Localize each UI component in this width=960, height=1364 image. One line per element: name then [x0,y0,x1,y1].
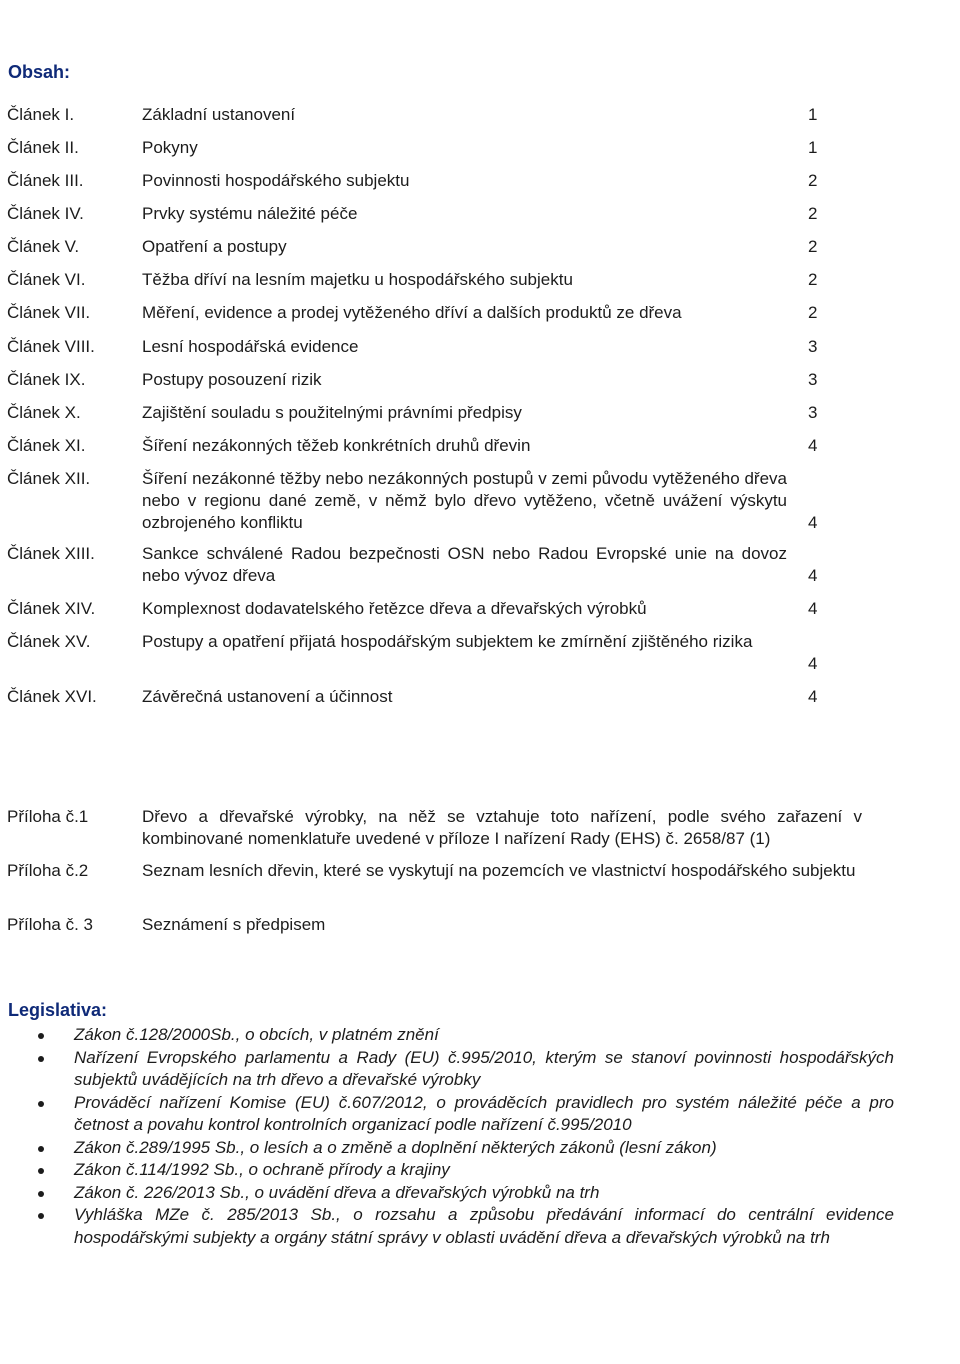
article-title: Pokyny [142,138,198,157]
legislation-heading: Legislativa: [8,1000,108,1020]
article-label: Článek XVI. [7,687,97,706]
article-label: Článek III. [7,171,84,190]
list-item [0,1204,894,1249]
article-title: Měření, evidence a prodej vytěženého dříví a dalších produktů ze dřeva [142,303,682,322]
article-label: Článek VIII. [7,337,95,356]
bullet-icon [38,1213,44,1219]
law-reference: Vyhláška MZe č. 285/2013 Sb. [74,1205,337,1224]
article-page-number: 2 [808,303,818,322]
law-description: , o obcích, v platném znění [235,1025,439,1044]
law-description: , o uvádění dřeva a dřevařských výrobků na trh [245,1182,600,1202]
article-label: Článek IV. [7,204,84,223]
article-title: Těžba dříví na lesním majetku u hospodářského subjektu [142,270,573,289]
law-description: , o rozsahu a způsobu předávání informací do centrální evidence hospodářskými subjekty a orgány státní správy v oblasti uvádění dřeva a dřevařských výrobků na trh [74,1205,894,1247]
article-title: Postupy posouzení rizik [142,370,322,389]
article-title: Základní ustanovení [142,105,296,124]
article-label: Článek XV. [7,632,91,651]
law-description: kterým se stanoví povinnosti hospodářských subjektů uvádějících na trh dřevo a dřevařské výrobky [74,1047,895,1089]
article-page-number: 2 [808,204,818,223]
article-page-number: 4 [808,654,818,673]
article-label: Článek V. [7,237,80,256]
article-page-number: 4 [808,436,818,455]
article-page-number: 3 [808,370,818,389]
list-item [0,1182,894,1205]
article-title: Sankce schválené Radou bezpečnosti OSN nebo Radou Evropské unie na dovoz nebo vývoz dřeva [142,544,787,585]
list-item [0,1159,894,1182]
article-label: Článek XIII. [7,544,95,563]
law-reference: Zákon č. 226/2013 Sb. [74,1182,246,1202]
article-title: Šíření nezákonné těžby nebo nezákonných postupů v zemi původu vytěženého dřeva nebo v regionu dané země, v němž bylo dřevo vytěženo, včetně uvážení výskytu ozbrojeného konfliktu [142,469,787,532]
law-description: , o ochraně přírody a krajiny [239,1160,450,1179]
article-page-number: 3 [808,403,818,422]
bullet-icon [38,1168,44,1174]
annex-title: Seznámení s předpisem [142,915,326,934]
article-page-number: 2 [808,270,818,289]
bullet-icon [38,1101,44,1107]
article-label: Článek XII. [7,469,91,488]
article-label: Článek X. [7,403,81,422]
article-label: Článek I. [7,105,75,124]
article-label: Článek II. [7,138,79,157]
article-page-number: 4 [808,687,818,706]
article-label: Článek VII. [7,303,91,322]
article-label: Článek XIV. [7,599,96,618]
law-reference: Zákon č.289/1995 Sb. [74,1137,241,1157]
law-reference: Zákon č.128/2000Sb. [74,1025,236,1044]
article-label: Článek XI. [7,436,86,455]
annex-label: Příloha č. 3 [7,915,93,934]
article-page-number: 2 [808,171,818,190]
article-title: Zajištění souladu s použitelnými právními předpisy [142,403,522,422]
article-page-number: 1 [808,138,818,157]
bullet-icon [38,1191,44,1197]
article-title: Opatření a postupy [142,237,287,256]
law-reference: Nařízení Evropského parlamentu a Rady (EU) č.995/2010, [74,1047,537,1067]
law-reference: Prováděcí nařízení Komise (EU) č.607/2012, [74,1092,428,1112]
article-title: Povinnosti hospodářského subjektu [142,171,410,190]
bullet-icon [38,1056,44,1062]
article-page-number: 3 [808,337,818,356]
article-title: Šíření nezákonných těžeb konkrétních druhů dřevin [142,436,531,455]
bullet-icon [38,1033,44,1039]
annex-label: Příloha č.2 [7,861,89,880]
article-title: Prvky systému náležité péče [142,204,358,223]
annex-label: Příloha č.1 [7,807,89,826]
list-item [0,1092,894,1137]
article-page-number: 4 [808,566,818,585]
article-title: Lesní hospodářská evidence [142,337,359,356]
law-description: o prováděcích pravidlech pro systém náležité péče a pro četnost a povahu kontrol kontrolních organizací podle nařízení č.995/2010 [74,1092,894,1134]
annex-title: Dřevo a dřevařské výrobky, na něž se vztahuje toto nařízení, podle svého zařazení v kombinované nomenklatuře uvedené v příloze I nařízení Rady (EHS) č. 2658/87 (1) [142,807,862,848]
list-item [0,1047,894,1092]
article-label: Článek IX. [7,370,86,389]
bullet-icon [38,1146,44,1152]
list-item [0,1024,894,1047]
law-description: , o lesích a o změně a doplnění některých zákonů (lesní zákon) [240,1137,717,1157]
article-title: Závěrečná ustanovení a účinnost [142,687,393,706]
article-page-number: 4 [808,513,818,532]
law-reference: Zákon č.114/1992 Sb. [74,1160,240,1179]
list-item [0,1137,894,1160]
article-title: Postupy a opatření přijatá hospodářským subjektem ke zmírnění zjištěného rizika [142,632,753,651]
annex-title: Seznam lesních dřevin, které se vyskytují na pozemcích ve vlastnictví hospodářského subjektu [142,861,856,880]
article-title: Komplexnost dodavatelského řetězce dřeva a dřevařských výrobků [142,599,647,618]
article-page-number: 1 [808,105,818,124]
article-page-number: 4 [808,599,818,618]
article-label: Článek VI. [7,270,86,289]
contents-heading: Obsah: [8,62,71,82]
legislation-list [0,1024,960,1249]
article-page-number: 2 [808,237,818,256]
